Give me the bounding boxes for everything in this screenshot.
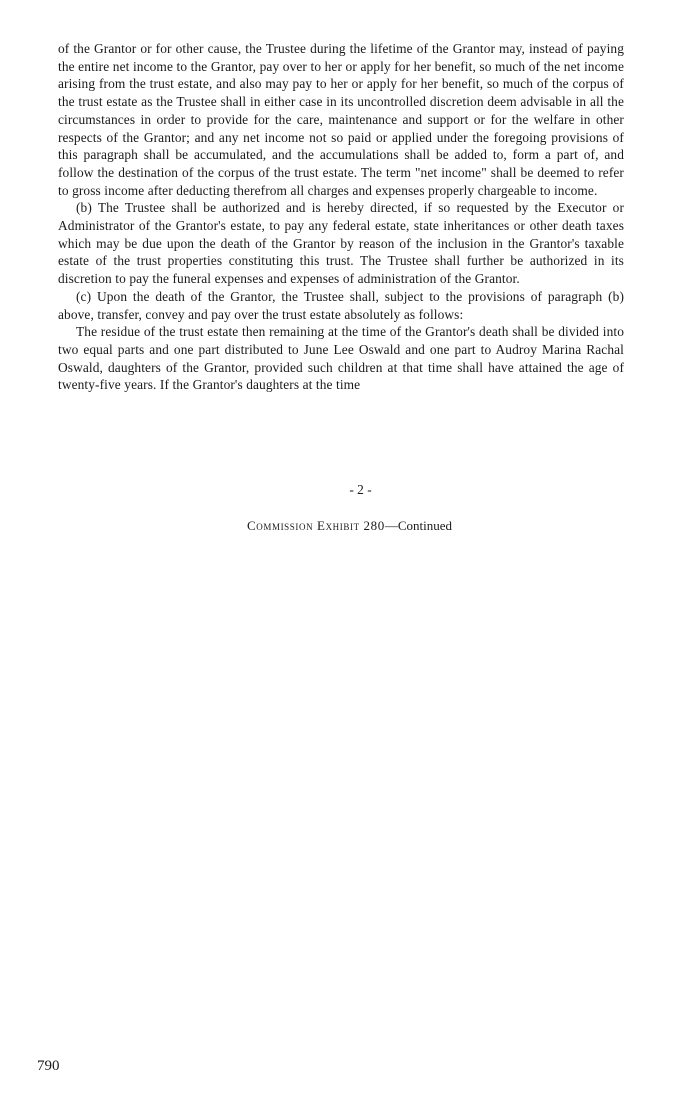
exhibit-caption-title: Commission Exhibit 280 [247, 518, 385, 533]
inner-page-marker-text: - 2 - [349, 482, 372, 497]
paragraph-b: (b) The Trustee shall be authorized and is hereby directed, if so requested by the Executor or Administrator of the Grantor's estate, to pay any federal estate, state inheritances or other death taxes which may be due upon the death of the Grantor by reason of the inclusion in the Grantor's taxable estate of the trust properties constituting this trust. The Trustee shall further be authorized in its discretion to pay the funeral expenses and expenses of administration of the Grantor. [58, 200, 624, 287]
paragraph-residue: The residue of the trust estate then remaining at the time of the Grantor's death shall be divided into two equal parts and one part distributed to June Lee Oswald and one part to Audroy Marina Rachal Oswald, daughters of the Grantor, provided such children at that time shall have attained the age of twenty-five years. If the Grantor's daughters at the time [58, 324, 624, 393]
paragraph-c: (c) Upon the death of the Grantor, the Trustee shall, subject to the provisions of paragraph (b) above, transfer, convey and pay over the trust estate absolutely as follows: [58, 288, 624, 322]
exhibit-caption [0, 518, 691, 534]
paragraph-continuation: of the Grantor or for other cause, the Trustee during the lifetime of the Grantor may, instead of paying the entire net income to the Grantor, pay over to her or apply for her benefit, so much of the net income arising from the trust estate, and also may pay to her or apply for her benefit, so much of the corpus of the trust estate as the Trustee shall in either case in its uncontrolled discretion deem advisable in all the circumstances in order to provide for the care, maintenance and support or for the welfare in other respects of the Grantor; and any net income not so paid or applied under the foregoing provisions of this paragraph shall be accumulated, and the accumulations shall be added to, form a part of, and follow the destination of the corpus of the trust estate. The term "net income" shall be deemed to refer to gross income after deducting therefrom all charges and expenses properly chargeable to income. [58, 41, 624, 198]
inner-page-marker [0, 482, 691, 498]
page-number: 790 [37, 1058, 60, 1074]
document-body [58, 40, 624, 394]
exhibit-caption-suffix: —Continued [384, 518, 452, 533]
